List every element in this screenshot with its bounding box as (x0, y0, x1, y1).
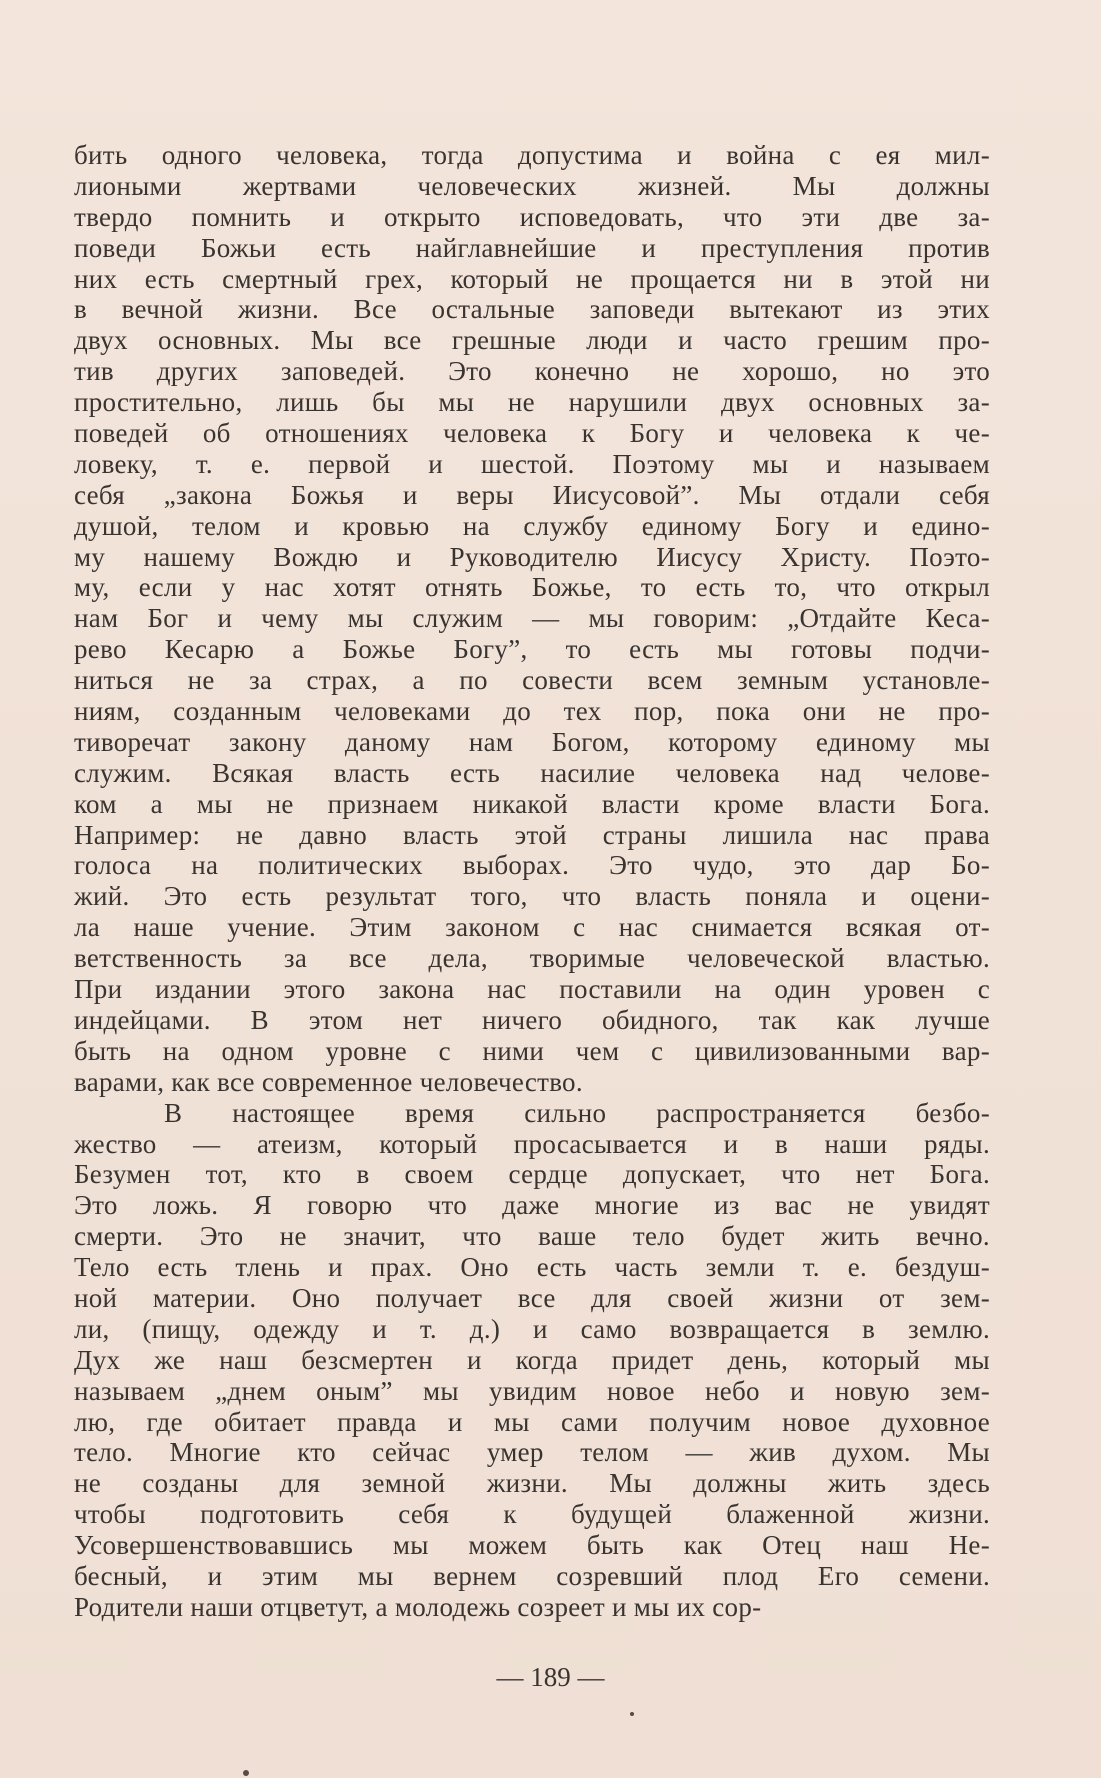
text-line: жий. Это есть результат того, что власть поняла и оцени- (74, 881, 990, 912)
text-line: Дух же наш безсмертен и когда придет день, который мы (74, 1344, 990, 1375)
text-line: Например: не давно власть этой страны лишила нас права (74, 819, 990, 850)
text-line: При издании этого закона нас поставили на один уровен с (74, 974, 990, 1005)
text-line: нам Бог и чему мы служим — мы говорим: „Отдайте Кеса- (74, 603, 990, 634)
text-line: бить одного человека, тогда допустима и война с ея мил- (74, 140, 990, 170)
text-line: простительно, лишь бы мы не нарушили двух основных за- (74, 387, 990, 418)
text-line: ком а мы не признаем никакой власти кроме власти Бога. (74, 788, 990, 819)
text-line: голоса на политических выборах. Это чудо, это дар Бо- (74, 850, 990, 881)
text-line: рево Кесарю а Божье Богу”, то есть мы готовы подчи- (74, 634, 990, 665)
text-line: бесный, и этим мы вернем созревший плод Его семени. (74, 1560, 990, 1591)
text-line: Усовершенствовавшись мы можем быть как Отец наш Не- (74, 1530, 990, 1561)
text-line: Тело есть тлень и прах. Оно есть часть земли т. е. бездуш- (74, 1252, 990, 1283)
text-line: индейцами. В этом нет ничего обидного, так как лучше (74, 1004, 990, 1035)
text-line: них есть смертный грех, который не прощается ни в этой ни (74, 263, 990, 294)
text-line: душой, телом и кровью на службу единому Богу и едино- (74, 510, 990, 541)
text-line: тиворечат закону даному нам Богом, которому единому мы (74, 726, 990, 757)
paragraph-1 (74, 140, 990, 1098)
text-line: Родители наши отцветут, а молодежь созреет и мы их сор- (74, 1591, 762, 1622)
text-line: лиоными жертвами человеческих жизней. Мы должны (74, 170, 990, 201)
text-line: тив других заповедей. Это конечно не хорошо, но это (74, 356, 990, 387)
text-line: жество — атеизм, который просасывается и в наши ряды. (74, 1128, 990, 1159)
text-line: варами, как все современное человечество. (74, 1066, 583, 1097)
body-text (74, 140, 990, 1623)
text-line: му нашему Вождю и Руководителю Иисусу Христу. Поэто- (74, 541, 990, 572)
text-line: ловеку, т. е. первой и шестой. Поэтому мы и называем (74, 448, 990, 479)
text-line: ниться не за страх, а по совести всем земным установле- (74, 665, 990, 696)
text-line: лю, где обитает правда и мы сами получим новое духовное (74, 1406, 990, 1437)
text-line: ла наше учение. Этим законом с нас снимается всякая от- (74, 912, 990, 943)
text-line: Безумен тот, кто в своем сердце допускает, что нет Бога. (74, 1159, 990, 1190)
text-line: служим. Всякая власть есть насилие человека над челове- (74, 757, 990, 788)
text-line: поведей об отношениях человека к Богу и человека к че- (74, 418, 990, 449)
paragraph-2 (74, 1098, 990, 1623)
page-number: — 189 — (496, 1662, 605, 1692)
text-line: поведи Божьи есть найглавнейшие и преступления против (74, 232, 990, 263)
text-line: называем „днем оным” мы увидим новое небо и новую зем- (74, 1375, 990, 1406)
text-line: твердо помнить и открыто исповедовать, что эти две за- (74, 201, 990, 232)
text-line: не созданы для земной жизни. Мы должны жить здесь (74, 1468, 990, 1499)
text-line: му, если у нас хотят отнять Божье, то есть то, что открыл (74, 572, 990, 603)
text-line: смерти. Это не значит, что ваше тело будет жить вечно. (74, 1221, 990, 1252)
text-line: Это ложь. Я говорю что даже многие из вас не увидят (74, 1190, 990, 1221)
print-speck (243, 1770, 249, 1776)
text-line: быть на одном уровне с ними чем с цивилизованными вар- (74, 1035, 990, 1066)
text-line: в вечной жизни. Все остальные заповеди вытекают из этих (74, 294, 990, 325)
text-line: ветственность за все дела, творимые человеческой властью. (74, 943, 990, 974)
text-line: двух основных. Мы все грешные люди и часто грешим про- (74, 325, 990, 356)
text-line: ной материи. Оно получает все для своей жизни от зем- (74, 1282, 990, 1313)
text-line: ли, (пищу, одежду и т. д.) и само возвращается в землю. (74, 1313, 990, 1344)
text-line: чтобы подготовить себя к будущей блаженной жизни. (74, 1499, 990, 1530)
text-line: тело. Многие кто сейчас умер телом — жив духом. Мы (74, 1437, 990, 1468)
text-line: ниям, созданным человеками до тех пор, пока они не про- (74, 696, 990, 727)
text-line: В настоящее время сильно распространяется безбо- (164, 1097, 990, 1128)
text-line: себя „закона Божья и веры Иисусовой”. Мы отдали себя (74, 479, 990, 510)
print-speck (630, 1712, 634, 1716)
